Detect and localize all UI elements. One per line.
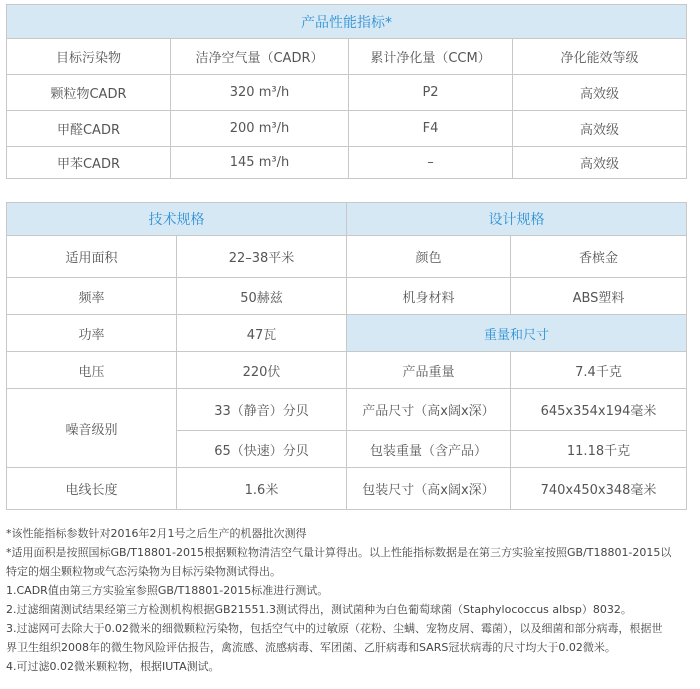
table-row [7, 75, 687, 111]
cell-ccm: P2 [349, 75, 513, 111]
performance-table [6, 4, 687, 179]
cell-cadr: 320 m³/h [171, 75, 349, 111]
cell-efficiency: 高效级 [513, 111, 687, 147]
color-label: 颜色 [347, 236, 511, 278]
pack-weight-value: 11.18千克 [511, 431, 687, 468]
frequency-label: 频率 [7, 278, 177, 315]
footnote-line: *该性能指标参数针对2016年2月1号之后生产的机器批次测得 [6, 527, 307, 540]
cell-efficiency: 高效级 [513, 75, 687, 111]
table-row [7, 236, 687, 278]
header-cadr: 洁净空气量（CADR） [171, 39, 349, 75]
table-row [7, 389, 687, 431]
voltage-value: 220伏 [177, 352, 347, 389]
performance-title: 产品性能指标* [7, 5, 687, 39]
table-row [7, 315, 687, 352]
tech-specs-title: 技术规格 [7, 203, 347, 236]
footnote-line: *适用面积是按照国标GB/T18801-2015根据颗粒物清洁空气量计算得出。以上性能指标数据是在第三方实验室按照GB/T18801-2015以 [6, 546, 672, 559]
weight-dimensions-title: 重量和尺寸 [347, 315, 687, 352]
area-label: 适用面积 [7, 236, 177, 278]
pack-weight-label: 包装重量（含产品） [347, 431, 511, 468]
cell-ccm: – [349, 147, 513, 179]
area-value: 22–38平米 [177, 236, 347, 278]
table-row [7, 352, 687, 389]
footnote-line: 4.可过滤0.02微米颗粒物，根据IUTA测试。 [6, 660, 220, 673]
cell-pollutant: 甲醛CADR [7, 111, 171, 147]
design-specs-title: 设计规格 [347, 203, 687, 236]
cell-cadr: 200 m³/h [171, 111, 349, 147]
color-value: 香槟金 [511, 236, 687, 278]
footnote-line: 1.CADR值由第三方实验室参照GB/T18801-2015标准进行测试。 [6, 584, 329, 597]
noise-label: 噪音级别 [7, 389, 177, 468]
cell-cadr: 145 m³/h [171, 147, 349, 179]
header-pollutant: 目标污染物 [7, 39, 171, 75]
table-row [7, 147, 687, 179]
cell-ccm: F4 [349, 111, 513, 147]
weight-value: 7.4千克 [511, 352, 687, 389]
material-label: 机身材料 [347, 278, 511, 315]
noise-value-fast: 65（快速）分贝 [177, 431, 347, 468]
cell-pollutant: 颗粒物CADR [7, 75, 171, 111]
pack-size-label: 包装尺寸（高x阔x深） [347, 468, 511, 510]
frequency-value: 50赫兹 [177, 278, 347, 315]
size-value: 645x354x194毫米 [511, 389, 687, 431]
cord-label: 电线长度 [7, 468, 177, 510]
power-label: 功率 [7, 315, 177, 352]
pack-size-value: 740x450x348毫米 [511, 468, 687, 510]
power-value: 47瓦 [177, 315, 347, 352]
footnote-line: 界卫生组织2008年的微生物风险评估报告，禽流感、流感病毒、军团菌、乙肝病毒和SARS冠状病毒的尺寸均大于0.02微米。 [6, 641, 616, 654]
voltage-label: 电压 [7, 352, 177, 389]
footnote-line: 3.过滤网可去除大于0.02微米的细微颗粒污染物，包括空气中的过敏原（花粉、尘螨、宠物皮屑、霉菌），以及细菌和部分病毒，根据世 [6, 622, 663, 635]
table-row [7, 278, 687, 315]
cell-efficiency: 高效级 [513, 147, 687, 179]
table-row [7, 468, 687, 510]
footnotes [6, 524, 694, 676]
specs-table [6, 202, 687, 510]
table-row [7, 111, 687, 147]
header-ccm: 累计净化量（CCM） [349, 39, 513, 75]
footnote-line: 2.过滤细菌测试结果经第三方检测机构根据GB21551.3测试得出，测试菌种为白色葡萄球菌（Staphylococcus albsp）8032。 [6, 603, 632, 616]
noise-value-quiet: 33（静音）分贝 [177, 389, 347, 431]
footnote-line: 特定的烟尘颗粒物或气态污染物为目标污染物测试得出。 [6, 565, 281, 578]
cord-value: 1.6米 [177, 468, 347, 510]
material-value: ABS塑料 [511, 278, 687, 315]
header-efficiency: 净化能效等级 [513, 39, 687, 75]
cell-pollutant: 甲苯CADR [7, 147, 171, 179]
weight-label: 产品重量 [347, 352, 511, 389]
size-label: 产品尺寸（高x阔x深） [347, 389, 511, 431]
